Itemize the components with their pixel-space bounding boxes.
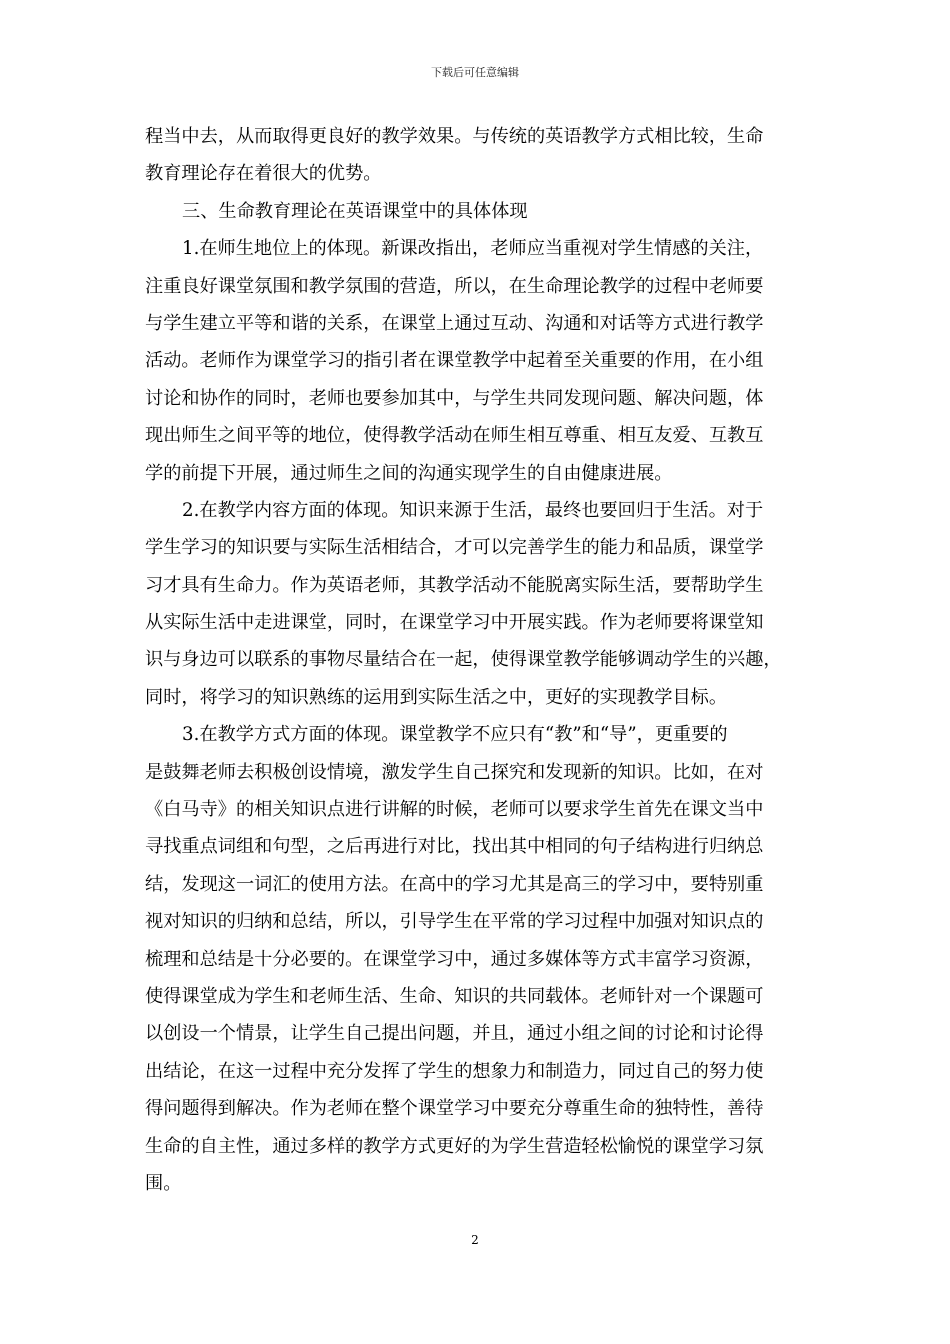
text-line: 活动。老师作为课堂学习的指引者在课堂教学中起着至关重要的作用，在小组: [145, 350, 764, 372]
text-line: 识与身边可以联系的事物尽量结合在一起，使得课堂教学能够调动学生的兴趣，: [145, 649, 782, 671]
text-line: 视对知识的归纳和总结，所以，引导学生在平常的学习过程中加强对知识点的: [145, 911, 764, 933]
text-line: 寻找重点词组和句型，之后再进行对比，找出其中相同的句子结构进行归纳总: [145, 836, 764, 858]
text-line: 同时，将学习的知识熟练的运用到实际生活之中，更好的实现教学目标。: [145, 686, 728, 708]
text-line: 生命的自主性，通过多样的教学方式更好的为学生营造轻松愉悦的课堂学习氛: [145, 1135, 764, 1157]
text-line: 1.在师生地位上的体现。新课改指出，老师应当重视对学生情感的关注，: [182, 238, 764, 260]
text-line: 教育理论存在着很大的优势。: [145, 163, 382, 185]
text-line: 程当中去，从而取得更良好的教学效果。与传统的英语教学方式相比较，生命: [145, 126, 764, 147]
text-line: 围。: [145, 1172, 182, 1194]
page-number: 2: [471, 1233, 479, 1247]
text-line: 3.在教学方式方面的体现。课堂教学不应只有“教”和“导”，更重要的: [182, 724, 728, 746]
text-line: 习才具有生命力。作为英语老师，其教学活动不能脱离实际生活，要帮助学生: [145, 574, 764, 596]
text-line: 从实际生活中走进课堂，同时，在课堂学习中开展实践。作为老师要将课堂知: [145, 612, 764, 634]
section-heading: 三、生命教育理论在英语课堂中的具体体现: [182, 200, 528, 222]
text-line: 现出师生之间平等的地位，使得教学活动在师生相互尊重、相互友爱、互教互: [145, 425, 764, 447]
page-header: 下载后可任意编辑: [431, 66, 519, 79]
text-line: 梳理和总结是十分必要的。在课堂学习中，通过多媒体等方式丰富学习资源，: [145, 948, 764, 970]
text-line: 讨论和协作的同时，老师也要参加其中，与学生共同发现问题、解决问题，体: [145, 387, 764, 409]
text-line: 使得课堂成为学生和老师生活、生命、知识的共同载体。老师针对一个课题可: [145, 985, 764, 1007]
text-line: 注重良好课堂氛围和教学氛围的营造，所以，在生命理论教学的过程中老师要: [145, 275, 764, 297]
text-line: 出结论，在这一过程中充分发挥了学生的想象力和制造力，同过自己的努力使: [145, 1060, 764, 1082]
text-line: 是鼓舞老师去积极创设情境，激发学生自己探究和发现新的知识。比如，在对: [145, 761, 764, 783]
text-line: 《白马寺》的相关知识点进行讲解的时候，老师可以要求学生首先在课文当中: [145, 799, 764, 821]
text-line: 学生学习的知识要与实际生活相结合，才可以完善学生的能力和品质，课堂学: [145, 537, 764, 559]
text-line: 结，发现这一词汇的使用方法。在高中的学习尤其是高三的学习中，要特别重: [145, 873, 764, 895]
text-line: 学的前提下开展，通过师生之间的沟通实现学生的自由健康进展。: [145, 462, 673, 484]
text-line: 以创设一个情景，让学生自己提出问题，并且，通过小组之间的讨论和讨论得: [145, 1023, 764, 1045]
document-body: [145, 118, 811, 1202]
text-line: 得问题得到解决。作为老师在整个课堂学习中要充分尊重生命的独特性，善待: [145, 1098, 764, 1120]
text-line: 2.在教学内容方面的体现。知识来源于生活，最终也要回归于生活。对于: [182, 499, 764, 521]
text-line: 与学生建立平等和谐的关系，在课堂上通过互动、沟通和对话等方式进行教学: [145, 312, 764, 334]
